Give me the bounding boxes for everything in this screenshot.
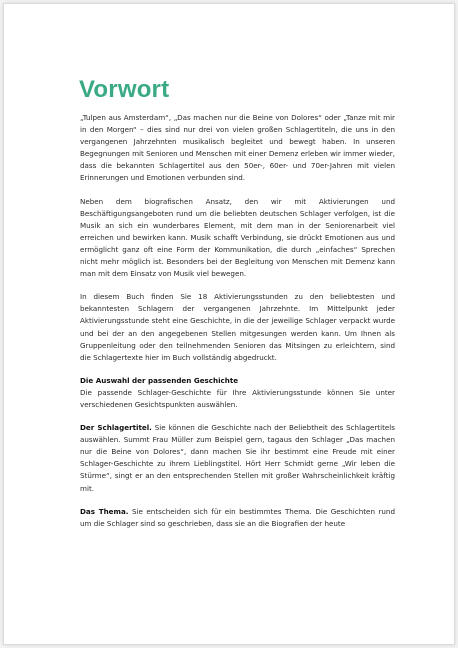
run-in-heading-thema: Das Thema. [80,506,129,516]
paragraph-gap [80,364,395,375]
paragraph-music: Neben dem biografischen Ansatz, den wir mit Aktivierungen und Beschäftigungsangeboten rund um die beliebten deutschen Schlager verfolgen, ist die Musik an sich ein wunderbares Element, mit dem man in der Seniorenarbeit viel erreichen und bewirken kann. Musik schafft Verbindung, sie drückt Emotionen aus und ermöglicht ganz oft eine Form der Kommunikation, die durch „einfaches“ Sprechen nicht mehr möglich ist. Besonders bei der Begleitung von Menschen mit Demenz kann man mit dem Einsatz von Musik viel bewegen. [80,196,395,279]
paragraph-gap [80,280,395,291]
run-in-heading-schlagertitel: Der Schlagertitel. [80,423,152,433]
paragraph-gap [80,495,395,506]
section-intro: Die passende Schlager-Geschichte für Ihre Aktivierungsstunde können Sie unter verschiedenen Gesichtspunkten auswählen. [80,387,395,409]
paragraph-intro: „Tulpen aus Amsterdam“, „Das machen nur die Beine von Dolores“ oder „Tanze mit mir in den Morgen“ – dies sind nur drei von vielen großen Schlagertiteln, die uns in den vergangenen Jahrzehnten musikalisch begleitet und bewegt haben. In unseren Begegnungen mit Senioren und Menschen mit einer Demenz erleben wir immer wieder, dass die bekannten Schlagertitel aus den 50er-, 60er- und 70er-Jahren mit vielen Erinnerungen und Emotionen verbunden sind. [80,113,395,183]
thema-text: Sie entscheiden sich für ein bestimmtes Thema. Die Geschichten rund um die Schlager sind so geschrieben, dass sie an die Biografien der heute [80,506,395,528]
body-text [80,112,395,530]
paragraph-schlagertitel [80,422,395,495]
page-title: Vorwort [79,76,170,103]
paragraph-thema [80,506,395,530]
paragraph-gap [80,411,395,422]
section-heading: Die Auswahl der passenden Geschichte [80,375,239,385]
paragraph-gap [80,185,395,196]
schlagertitel-text: Sie können die Geschichte nach der Beliebtheit des Schlagertitels auswählen. Summt Frau Müller zum Beispiel gern, tagaus den Schlager „Das machen nur die Beine von Dolores“, dann machen Sie ihr bestimmt eine Freude mit einer Schlager-Geschichte zu ihrem Lieblingstitel. Hört Herr Schmidt gerne „Wir leben die Stürme“, singt er an den entsprechenden Stellen mit großer Wahrscheinlichkeit kräftig mit. [80,423,395,493]
paragraph-book: In diesem Buch finden Sie 18 Aktivierungsstunden zu den beliebtesten und bekanntesten Schlagern der vergangenen Jahrzehnte. Im Mittelpunkt jeder Aktivierungsstunde steht eine Geschichte, in die der jeweilige Schlager verpackt wurde und bei der an den angegebenen Stellen mitgesungen werden kann. Um Ihnen als Gruppenleitung oder den teilnehmenden Senioren das Mitsingen zu erleichtern, sind die Schlagertexte hier im Buch vollständig abgedruckt. [80,292,395,362]
document-page [3,3,455,645]
